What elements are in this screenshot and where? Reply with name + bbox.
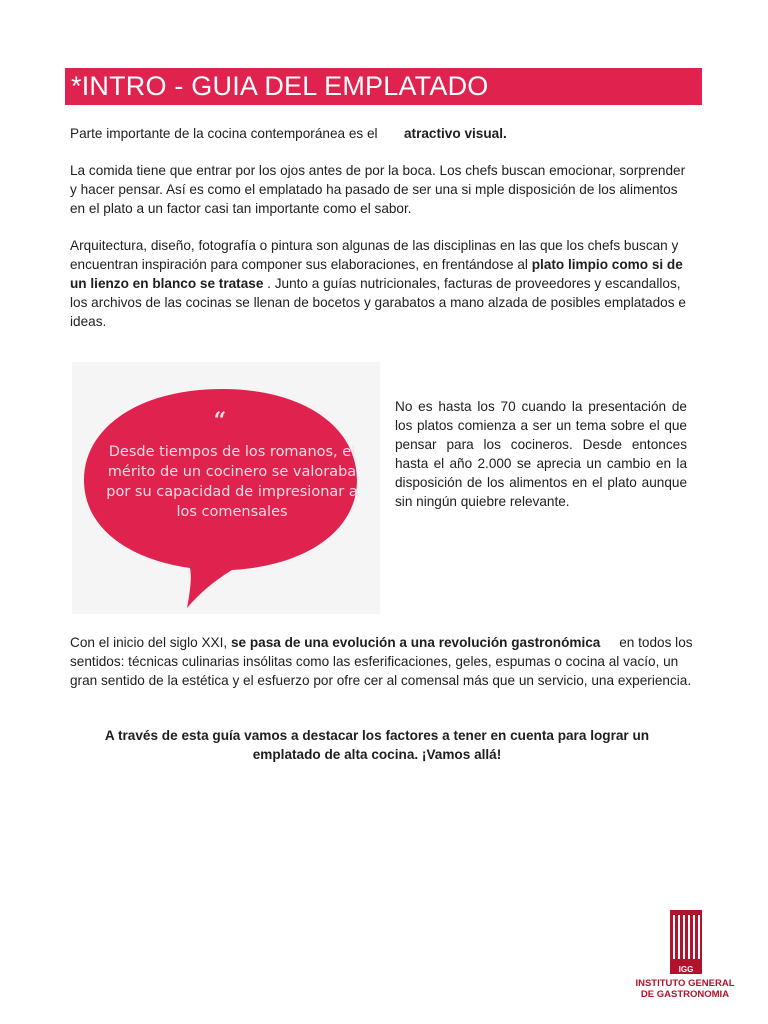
paragraph-revolution <box>70 633 695 690</box>
quote-bubble-image <box>72 362 380 614</box>
logo-name <box>630 978 740 1000</box>
paragraph-inspiration-text-a: Arquitectura, diseño, fotografía o pintura son algunas de las disciplinas en las que los chefs buscan y encuentran inspiración para componer sus elaboraciones, en frentándose al <box>70 238 679 272</box>
paragraph-revolution-text-a: Con el inicio del siglo XXI, <box>70 635 228 650</box>
paragraph-revolution-text-b: en todos los sentidos: técnicas culinarias insólitas como las esferificaciones, geles, espumas o cocina al vacío, un gran sentido de la estética y el esfuerzo por ofre cer al comensal más que un servicio, una experiencia. <box>70 635 693 688</box>
institute-logo <box>630 906 740 1006</box>
quote-text: Desde tiempos de los romanos, el mérito de un cocinero se valoraba por su capacidad de impresionar a los comensales <box>106 444 358 520</box>
paragraph-revolution-bold: se pasa de una evolución a una revolución gastronómica <box>230 635 601 650</box>
logo-line-2: DE GASTRONOMIA <box>640 989 730 1000</box>
paragraph-intro <box>70 124 695 143</box>
paragraph-inspiration <box>70 236 695 331</box>
paragraph-inspiration-text-b: . Junto a guías nutricionales, facturas de proveedores y escandallos, los archivos de las cocinas se llenan de bocetos y garabatos a mano alzada de posibles emplatados e ideas. <box>70 276 686 329</box>
paragraph-intro-text: Parte importante de la cocina contemporánea es el <box>70 126 378 141</box>
paragraph-inspiration-bold: plato limpio como si de un lienzo en blanco se tratase <box>70 257 683 291</box>
quote-mark: “ <box>213 408 227 434</box>
page-title: *INTRO - GUIA DEL EMPLATADO <box>65 68 702 105</box>
logo-line-1: INSTITUTO GENERAL <box>635 978 735 989</box>
logo-initials: IGG <box>678 965 694 974</box>
columns-logo-icon <box>630 906 740 978</box>
paragraph-eyes: La comida tiene que entrar por los ojos antes de por la boca. Los chefs buscan emocionar, sorprender y hacer pensar. Así es como el emplatado ha pasado de ser una si mple disposición de los alimentos en el plato a un factor casi tan importante como el sabor. <box>70 163 686 216</box>
paragraph-seventies: No es hasta los 70 cuando la presentación de los platos comienza a ser un tema sobre el que pensar para los cocineros. Desde entonces hasta el año 2.000 se aprecia un cambio en la disposición de los alimentos en el plato aunque sin ningún quiebre relevante. <box>395 399 687 509</box>
closing-statement: A través de esta guía vamos a destacar los factores a tener en cuenta para lograr un emplatado de alta cocina. ¡Vamos allá! <box>104 728 650 762</box>
paragraph-intro-bold: atractivo visual. <box>404 126 507 141</box>
